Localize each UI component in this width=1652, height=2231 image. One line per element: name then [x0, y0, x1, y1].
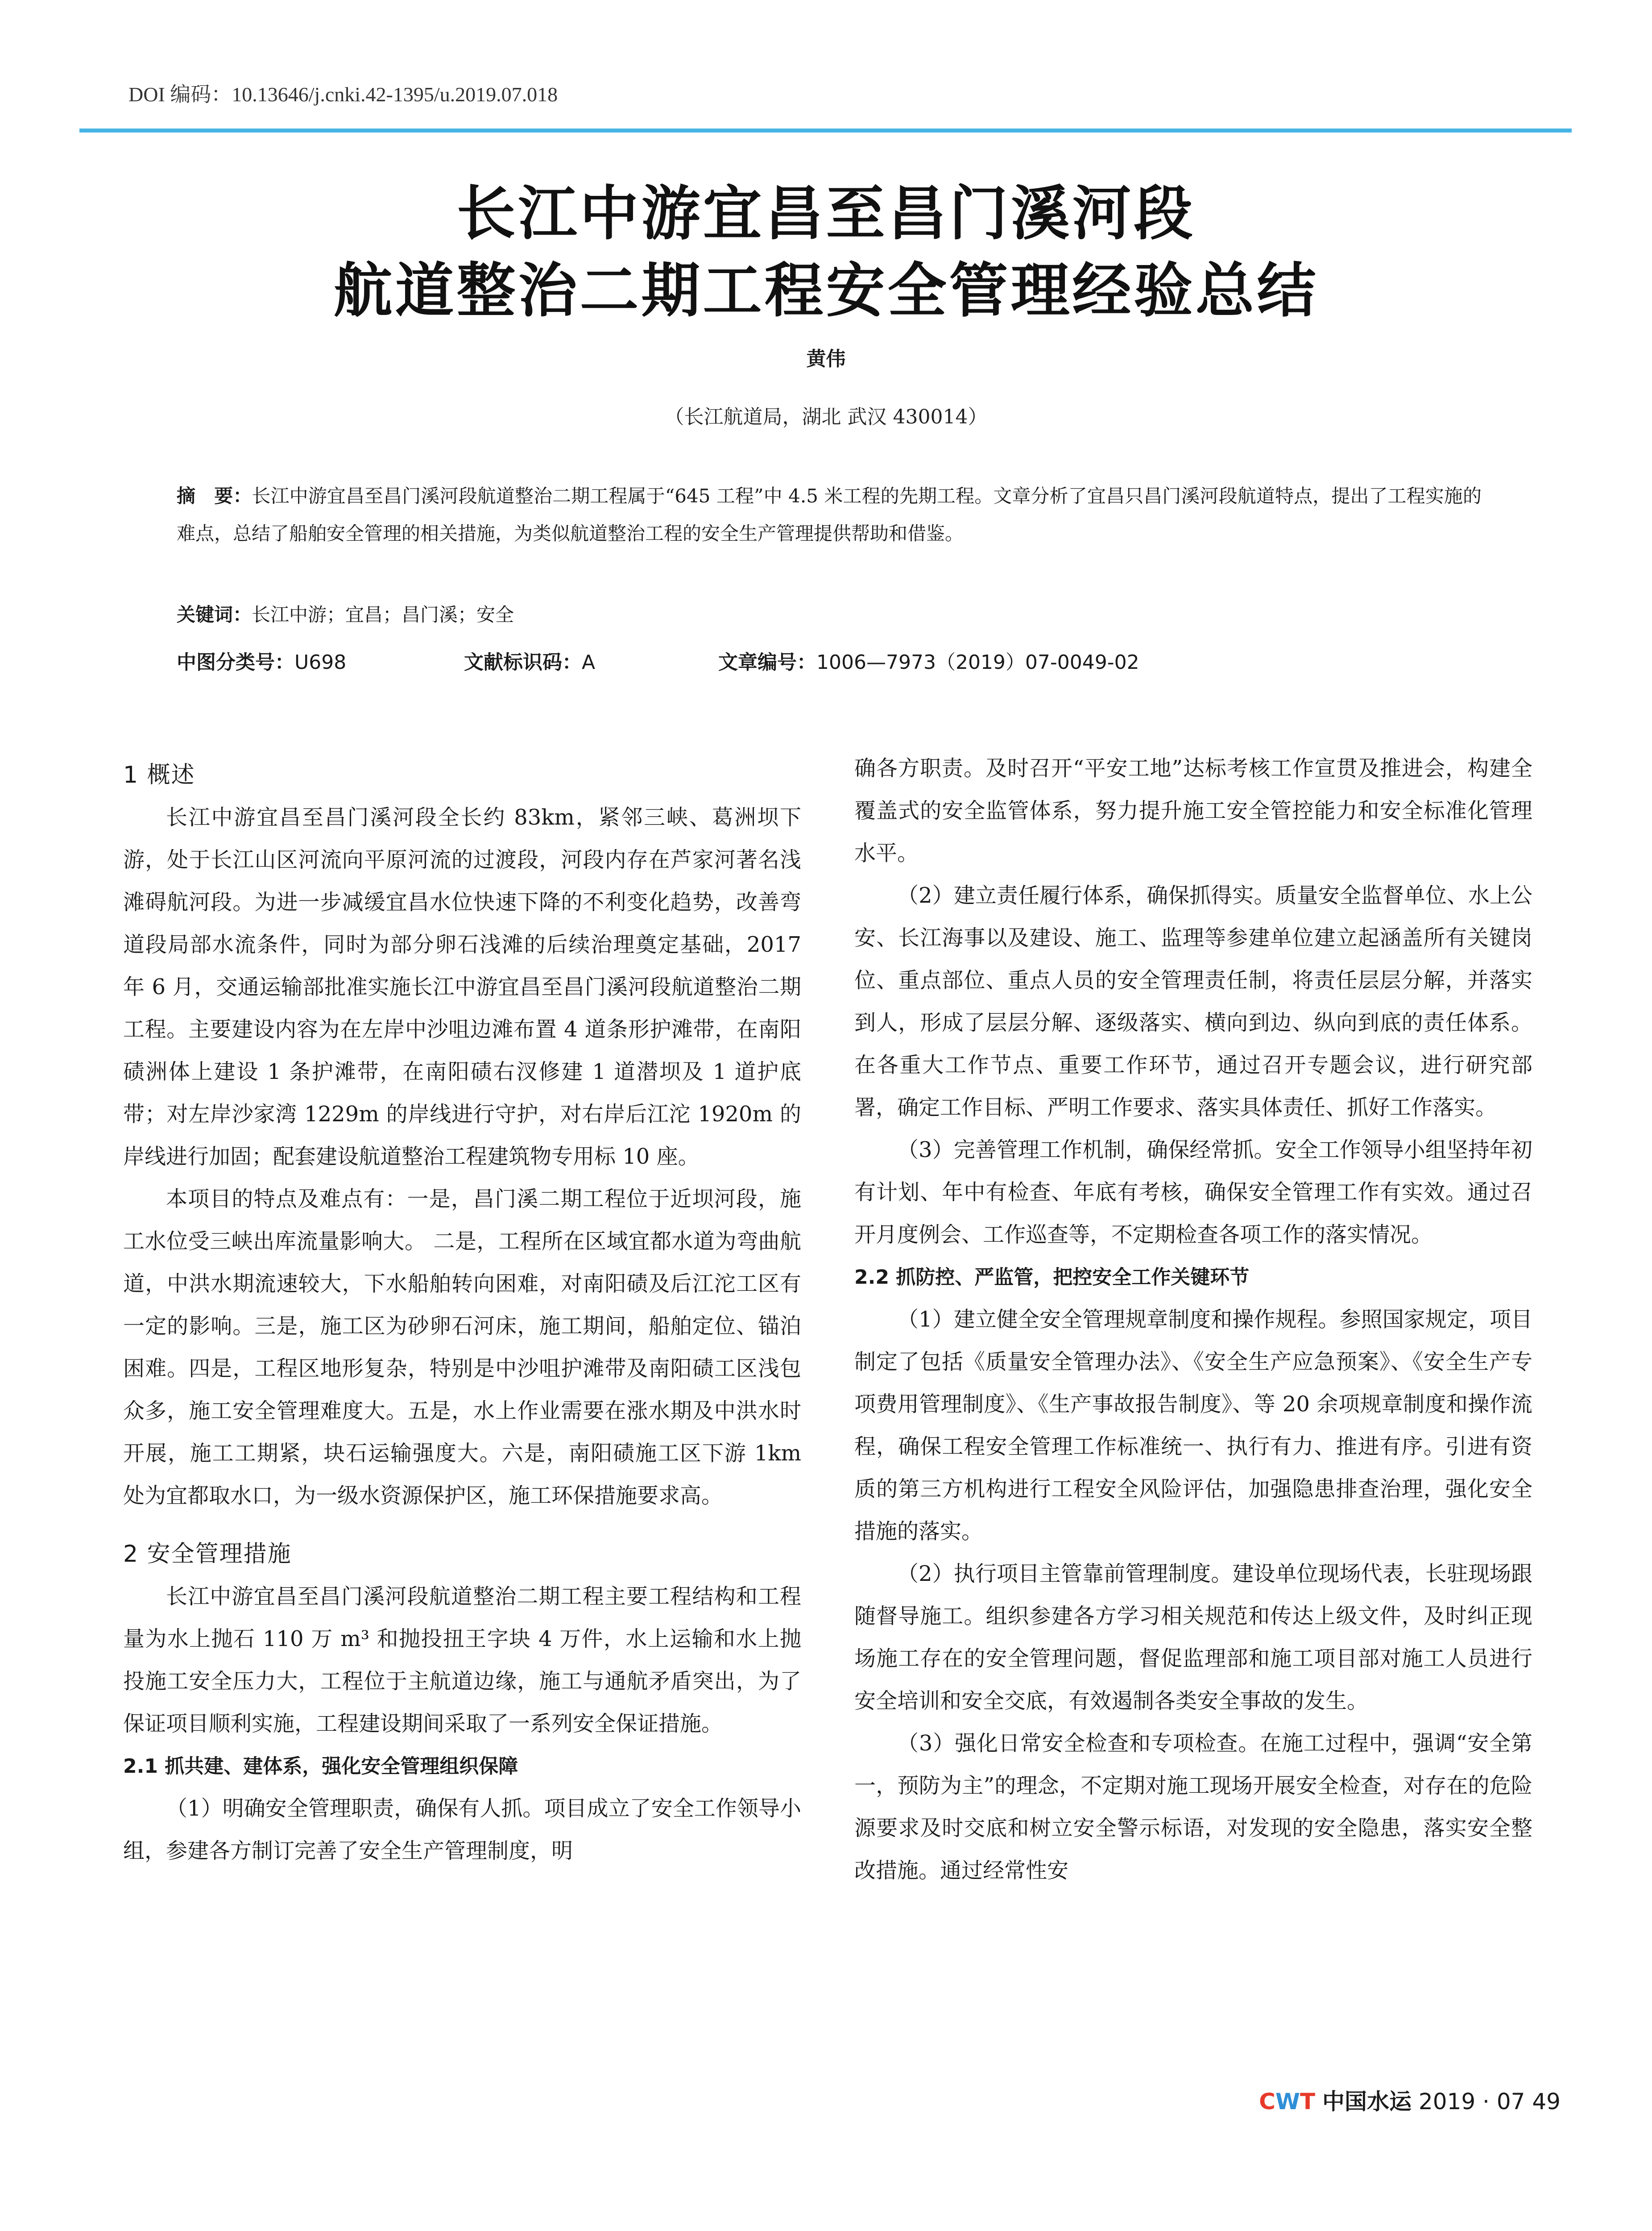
- paragraph: 长江中游宜昌至昌门溪河段航道整治二期工程主要工程结构和工程量为水上抛石 110 万 m³ 和抛投扭王字块 4 万件，水上运输和水上抛投施工安全压力大，工程位于主航道边缘，施工与通航矛盾突出，为了保证项目顺利实施，工程建设期间采取了一系列安全保证措施。: [123, 1584, 801, 1736]
- header-rule: [79, 129, 1572, 133]
- keywords-label: 关键词：: [177, 604, 252, 626]
- art-label: 文章编号：: [718, 651, 816, 674]
- paragraph: （3）完善管理工作机制，确保经常抓。安全工作领导小组坚持年初有计划、年中有检查、年底有考核，确保安全管理工作有实效。通过召开月度例会、工作巡查等，不定期检查各项工作的落实情况。: [854, 1137, 1532, 1247]
- logo-t: T: [1300, 2089, 1316, 2115]
- article-number: [718, 646, 1139, 675]
- paragraph: （1）明确安全管理职责，确保有人抓。项目成立了安全工作领导小组，参建各方制订完善了安全生产管理制度，明: [123, 1796, 801, 1863]
- doc-label: 文献标识码：: [464, 651, 582, 674]
- right-column: [854, 747, 1532, 1892]
- page-footer: [1259, 2084, 1561, 2116]
- keywords-text: 长江中游；宜昌；昌门溪；安全: [252, 604, 514, 626]
- title-line-2: 航道整治二期工程安全管理经验总结: [333, 257, 1319, 325]
- paragraph: 本项目的特点及难点有：一是，昌门溪二期工程位于近坝河段，施工水位受三峡出库流量影响大。 二是，工程所在区域宜都水道为弯曲航道，中洪水期流速较大，下水船舶转向困难，对南阳碛及后江沱工区有一定的影响。三是，施工区为砂卵石河床，施工期间，船舶定位、锚泊困难。四是，工程区地形复杂，特别是中沙咀护滩带及南阳碛工区浅包众多，施工安全管理难度大。五是，水上作业需要在涨水期及中洪水时开展，施工工期紧，块石运输强度大。六是，南阳碛施工区下游 1km 处为宜都取水口，为一级水资源保护区，施工环保措施要求高。: [123, 1186, 801, 1508]
- section-2-heading: 2 安全管理措施: [123, 1541, 292, 1568]
- doc-value: A: [582, 651, 596, 674]
- title-line-1: 长江中游宜昌至昌门溪河段: [456, 179, 1196, 248]
- left-column: [123, 754, 801, 1872]
- abstract-text: 长江中游宜昌至昌门溪河段航道整治二期工程属于“645 工程”中 4.5 米工程的先期工程。文章分析了宜昌只昌门溪河段航道特点，提出了工程实施的难点，总结了船舶安全管理的相关措施，为类似航道整治工程的安全生产管理提供帮助和借鉴。: [177, 485, 1482, 544]
- art-value: 1006—7973（2019）07-0049-02: [816, 651, 1139, 674]
- paragraph: 确各方职责。及时召开“平安工地”达标考核工作宣贯及推进会，构建全覆盖式的安全监管体系，努力提升施工安全管控能力和安全标准化管理水平。: [854, 756, 1532, 866]
- abstract: [177, 477, 1482, 552]
- affiliation: （长江航道局，湖北 武汉 430014）: [664, 406, 988, 428]
- page-number: 49: [1532, 2089, 1561, 2115]
- keywords: [177, 600, 514, 627]
- clc-label: 中图分类号：: [177, 651, 294, 674]
- subsection-2-1-heading: 2.1 抓共建、建体系，强化安全管理组织保障: [123, 1755, 518, 1778]
- paragraph: 长江中游宜昌至昌门溪河段全长约 83km，紧邻三峡、葛洲坝下游，处于长江山区河流向平原河流的过渡段，河段内存在芦家河著名浅滩碍航河段。为进一步减缓宜昌水位快速下降的不利变化趋势，改善弯道段局部水流条件，同时为部分卵石浅滩的后续治理奠定基础，2017 年 6 月，交通运输部批准实施长江中游宜昌至昌门溪河段航道整治二期工程。主要建设内容为在左岸中沙咀边滩布置 4 道条形护滩带，在南阳碛洲体上建设 1 条护滩带，在南阳碛右汊修建 1 道潜坝及 1 道护底带；对左岸沙家湾 1229m 的岸线进行守护，对右岸后江沱 1920m 的岸线进行加固；配套建设航道整治工程建筑物专用标 10 座。: [123, 805, 801, 1169]
- logo-w: W: [1275, 2089, 1300, 2115]
- section-1-heading: 1 概述: [123, 762, 195, 788]
- issue: 2019 · 07: [1418, 2089, 1525, 2115]
- abstract-label: 摘 要：: [177, 485, 252, 507]
- clc-value: U698: [294, 651, 347, 674]
- subsection-2-2-heading: 2.2 抓防控、严监管，把控安全工作关键环节: [854, 1266, 1250, 1289]
- journal-name: 中国水运: [1322, 2088, 1412, 2115]
- logo-c: C: [1259, 2089, 1275, 2115]
- paragraph: （3）强化日常安全检查和专项检查。在施工过程中，强调“安全第一，预防为主”的理念，不定期对施工现场开展安全检查，对存在的危险源要求及时交底和树立安全警示标语，对发现的安全隐患，落实安全整改措施。通过经常性安: [854, 1731, 1532, 1883]
- paragraph: （2）建立责任履行体系，确保抓得实。质量安全监督单位、水上公安、长江海事以及建设、施工、监理等参建单位建立起涵盖所有关键岗位、重点部位、重点人员的安全管理责任制，将责任层层分解，并落实到人，形成了层层分解、逐级落实、横向到边、纵向到底的责任体系。在各重大工作节点、重要工作环节，通过召开专题会议，进行研究部署，确定工作目标、严明工作要求、落实具体责任、抓好工作落实。: [854, 883, 1532, 1120]
- doc-code: [464, 646, 595, 675]
- doi-line: DOI 编码：10.13646/j.cnki.42-1395/u.2019.07.018: [128, 83, 558, 106]
- paragraph: （1）建立健全安全管理规章制度和操作规程。参照国家规定，项目制定了包括《质量安全管理办法》、《安全生产应急预案》、《安全生产专项费用管理制度》、《生产事故报告制度》、等 20 余项规章制度和操作流程，确保工程安全管理工作标准统一、执行有力、推进有序。引进有资质的第三方机构进行工程安全风险评估，加强隐患排查治理，强化安全措施的落实。: [854, 1307, 1532, 1544]
- author: 黄伟: [806, 348, 846, 370]
- paragraph: （2）执行项目主管靠前管理制度。建设单位现场代表，长驻现场跟随督导施工。组织参建各方学习相关规范和传达上级文件，及时纠正现场施工存在的安全管理问题，督促监理部和施工项目部对施工人员进行安全培训和安全交底，有效遏制各类安全事故的发生。: [854, 1561, 1532, 1713]
- clc-number: [177, 646, 346, 675]
